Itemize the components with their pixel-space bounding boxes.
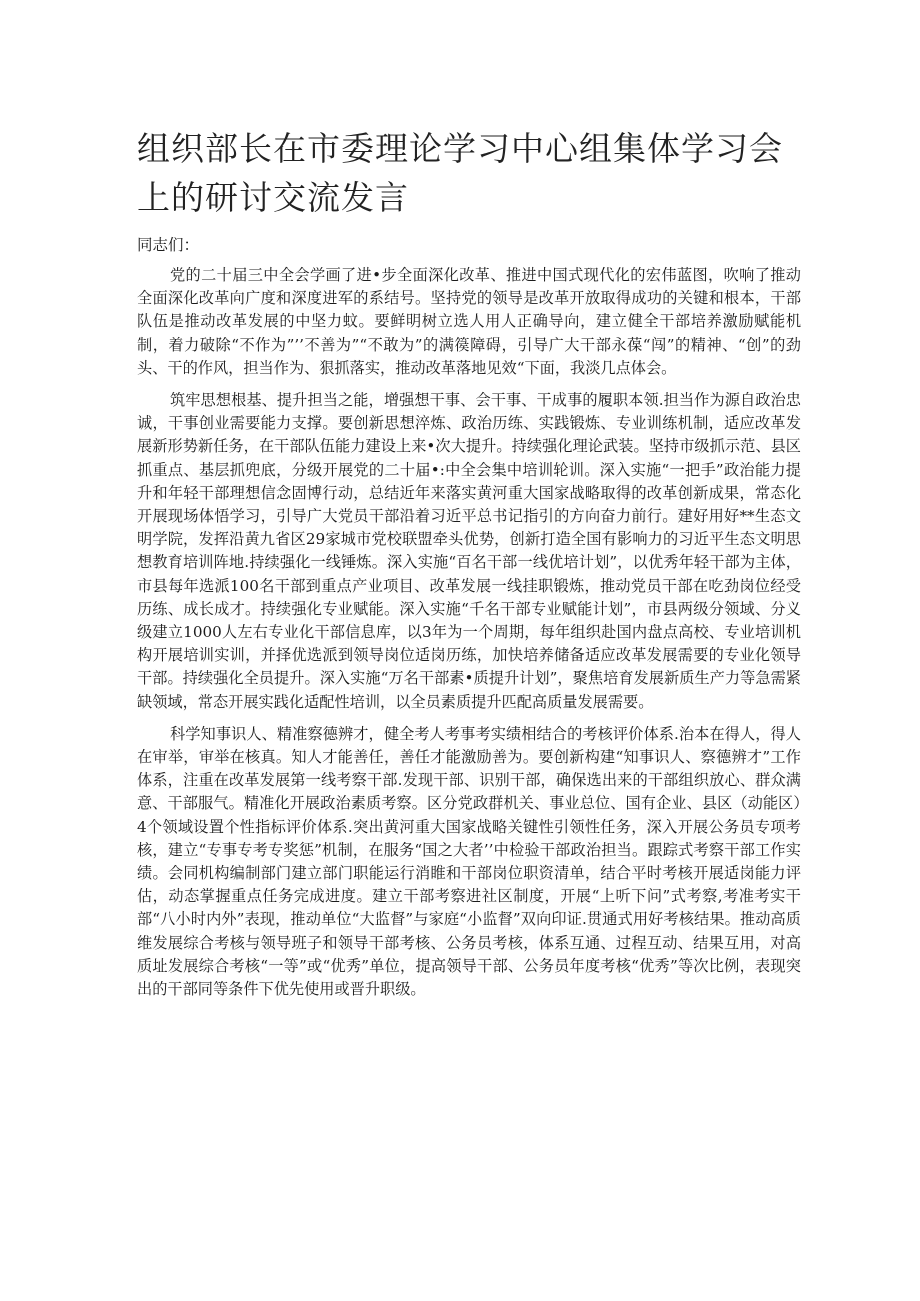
paragraph-evaluation: 科学知事识人、精准察德辨才，健全考人考事考实绩相结合的考核评价体系.治本在得人，得人在审举，审举在核真。知人才能善任，善任才能激励善为。要创新构建“知事识人、察德辨才”工作体系，注重在改革发展第一线考察干部.发现干部、识别干部，确保选出来的干部组织放心、群众满意、干部服气。精准化开展政治素质考察。区分党政群机关、事业总位、国有企业、县区（动能区）4个领域设置个性指标评价体系.突出黄河重大国家战略关键性引领性任务，深入开展公务员专项考核，建立“专事专考专奖惩”机制，在服务“国之大者’’中检验干部政治担当。跟踪式考察干部工作实绩。会同机构编制部门建立部门职能运行消睢和干部岗位职资清单，结合平时考核开展适岗能力评估，动态掌握重点任务完成进度。建立干部考察进社区制度，开展“上听下问”式考察,考准考实干部“八小时内外”表现，推动单位“大监督”与家庭“小监督”双向印证.贯通式用好考核结果。推动高质维发展综合考核与领导班子和领导干部考核、公务员考核，体系互通、过程互动、结果互用，对高质址发展综合考核“一等”或“优秀”单位，提高领导干部、公务员年度考核“优秀”等次比例，表现突出的干部同等条件下优先使用或晋升职级。 [137, 724, 801, 999]
salutation: 同志们： [137, 236, 200, 254]
paragraph-intro: 党的二十届三中全会学画了进•步全面深化改革、推进中国式现代化的宏伟蓝图，吹响了推动全面深化改革向广度和深度进军的系结号。坚持党的领导是改革开放取得成功的关键和根本，干部队伍是推动改革发展的中坚力蚊。要鲜明树立选人用人正确导向，建立健全干部培养激励赋能机制，着力破除“不作为”’’不善为”“不敢为”的满篌障碍，引导广大干部永葆“闯”的精神、“创”的劲头、干的作风，担当作为、狠抓落实，推动改革落地见效“下面，我淡几点体会。 [137, 266, 801, 377]
document-title: 组织部长在市委理论学习中心组集体学习会上的研讨交流发言 [137, 129, 783, 217]
document-body [137, 264, 801, 1010]
paragraph-capability: 筑牢思想根基、提升担当之能，增强想干事、会干事、干成事的履职本领.担当作为源自政治忠诚，干事创业需要能力支撑。要创新思想淬炼、政治历练、实践锻炼、专业训练机制，适应改革发展新形势新任务，在干部队伍能力建设上来•次大提升。持续强化理论武装。坚持市级抓示范、县区抓重点、基层抓兜底，分级开展党的二十届•:中全会集中培训轮训。深入实施“一把手”政治能力提升和年轻干部理想信念固博行动，总结近年来落实黄河重大国家战略取得的改革创新成果，常态化开展现场体悟学习，引导广大党员干部沿着习近平总书记指引的方向奋力前行。建好用好**生态文明学院，发挥沿黄九省区29家城市党校联盟牵头优势，创新打造全国有影响力的习近平生态文明思想教育培训阵地.持续强化一线锤炼。深入实施“百名干部一线优培计划”，以优秀年轻干部为主体，市县每年选派100名干部到重点产业项目、改革发展一线挂职锻炼，推动党员干部在吃劲岗位经受历练、成长成才。持续强化专业赋能。深入实施“千名干部专业赋能计划”，市县两级分领域、分义级建立1000人左右专业化干部信息库，以3年为一个周期，每年组织赴国内盘点高校、专业培训机构开展培训实训，并择优选派到领导岗位适岗历练，加快培养储备适应改革发展需要的专业化领导干部。持续强化全员提升。深入实施“万名干部素•质提升计划”，聚焦培育发展新质生产力等急需紧缺领域，常态开展实践化适配性培训，以全员素质提升匹配高质量发展需要。 [137, 391, 801, 711]
